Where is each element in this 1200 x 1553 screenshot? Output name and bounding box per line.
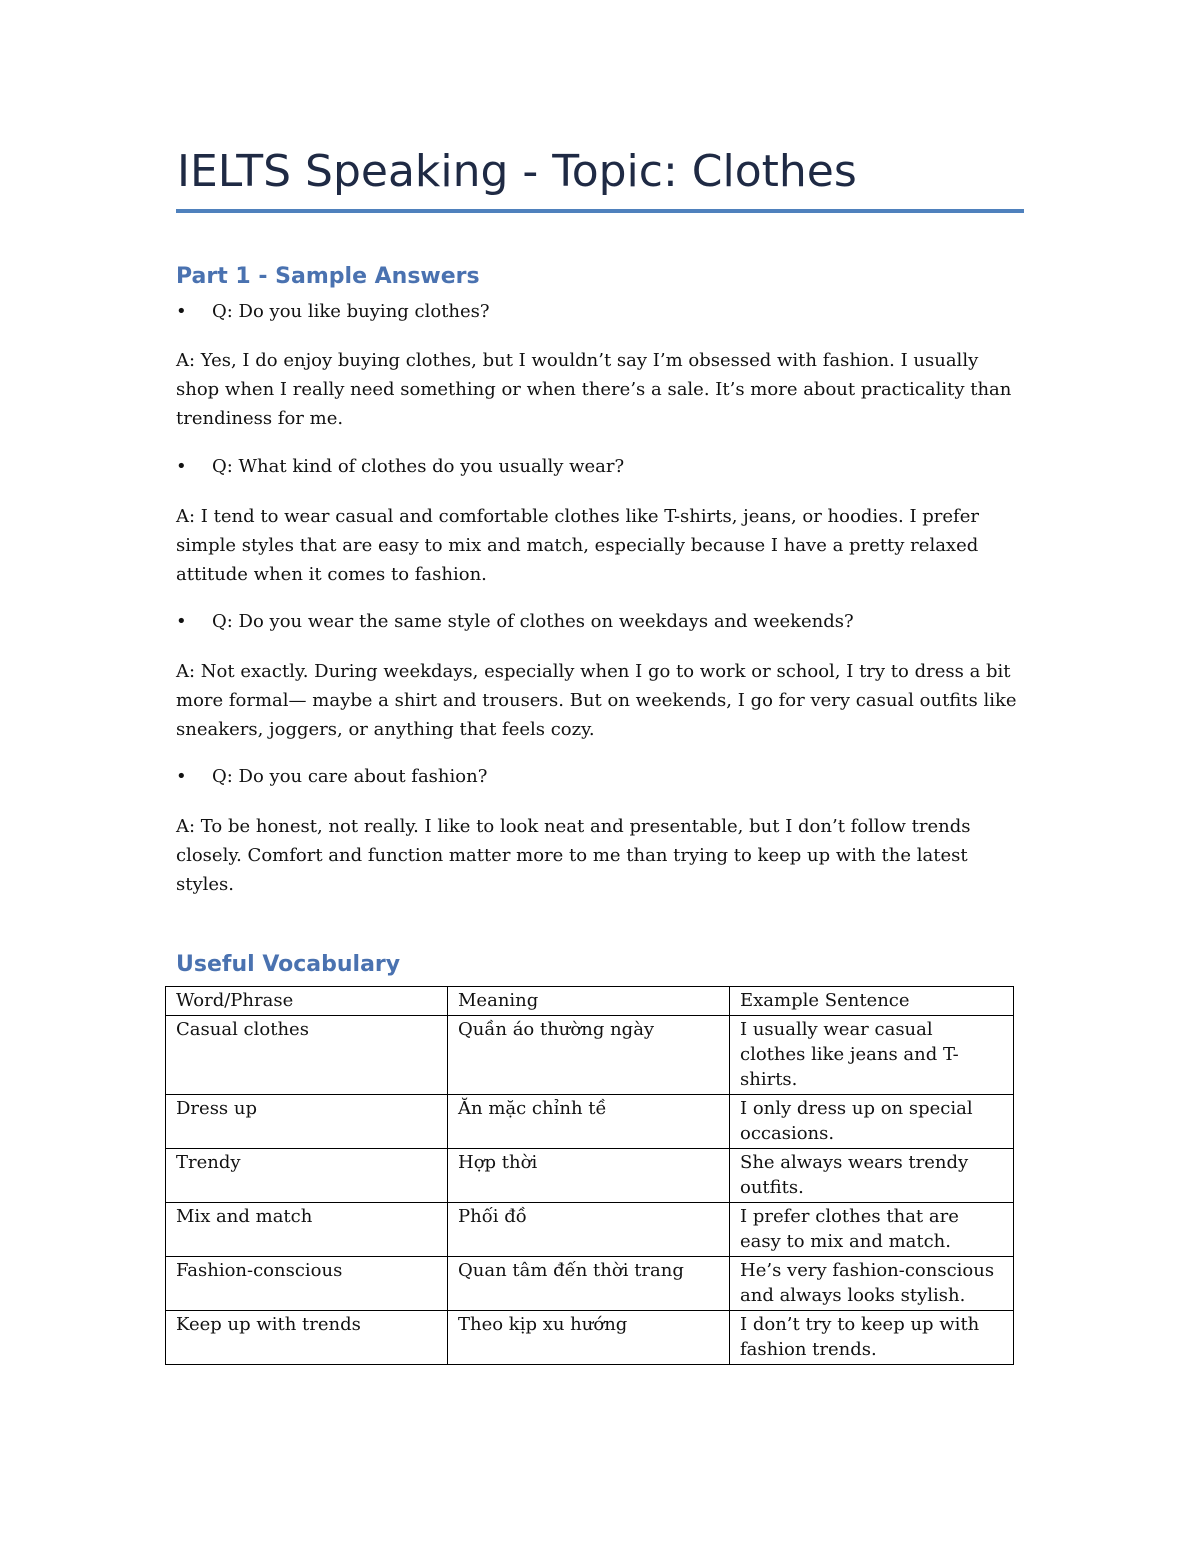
vocabulary-heading: Useful Vocabulary	[176, 952, 401, 977]
table-row	[166, 1311, 1014, 1365]
example-cell: I prefer clothes that are easy to mix and match.	[730, 1203, 1014, 1257]
bullet-icon: •	[176, 611, 187, 632]
table-row	[166, 1095, 1014, 1149]
question-text: Q: Do you wear the same style of clothes on weekdays and weekends?	[212, 611, 854, 632]
part1-heading: Part 1 - Sample Answers	[176, 264, 480, 289]
meaning-cell: Hợp thời	[448, 1149, 730, 1203]
column-header-word: Word/Phrase	[166, 987, 448, 1016]
bullet-icon: •	[176, 766, 187, 787]
table-row	[166, 1016, 1014, 1095]
column-header-example: Example Sentence	[730, 987, 1014, 1016]
question-text: Q: Do you like buying clothes?	[212, 301, 490, 322]
table-row	[166, 1149, 1014, 1203]
word-cell: Fashion-conscious	[166, 1257, 448, 1311]
vocabulary-table	[165, 986, 1014, 1365]
document-title: IELTS Speaking - Topic: Clothes	[177, 146, 857, 197]
meaning-cell: Quần áo thường ngày	[448, 1016, 730, 1095]
title-underline	[176, 209, 1024, 213]
question-item	[176, 301, 490, 322]
answer-paragraph: A: Yes, I do enjoy buying clothes, but I wouldn’t say I’m obsessed with fashion. I usually shop when I really need something or when there’s a sale. It’s more about practicality than trendiness for me.	[176, 350, 1012, 429]
example-cell: I don’t try to keep up with fashion trends.	[730, 1311, 1014, 1365]
word-cell: Keep up with trends	[166, 1311, 448, 1365]
question-item	[176, 456, 624, 477]
meaning-cell: Phối đồ	[448, 1203, 730, 1257]
meaning-cell: Ăn mặc chỉnh tề	[448, 1095, 730, 1149]
bullet-icon: •	[176, 301, 187, 322]
answer-paragraph: A: To be honest, not really. I like to look neat and presentable, but I don’t follow trends closely. Comfort and function matter more to me than trying to keep up with the latest styles.	[176, 816, 971, 895]
meaning-cell: Quan tâm đến thời trang	[448, 1257, 730, 1311]
word-cell: Dress up	[166, 1095, 448, 1149]
answer-paragraph: A: I tend to wear casual and comfortable clothes like T-shirts, jeans, or hoodies. I prefer simple styles that are easy to mix and match, especially because I have a pretty relaxed attitude when it comes to fashion.	[176, 506, 979, 585]
table-row	[166, 1203, 1014, 1257]
answer-paragraph: A: Not exactly. During weekdays, especially when I go to work or school, I try to dress a bit more formal— maybe a shirt and trousers. But on weekends, I go for very casual outfits like sneakers, joggers, or anything that feels cozy.	[176, 661, 1017, 740]
example-cell: He’s very fashion-conscious and always looks stylish.	[730, 1257, 1014, 1311]
column-header-meaning: Meaning	[448, 987, 730, 1016]
example-cell: I only dress up on special occasions.	[730, 1095, 1014, 1149]
meaning-cell: Theo kịp xu hướng	[448, 1311, 730, 1365]
example-cell: I usually wear casual clothes like jeans and T-shirts.	[730, 1016, 1014, 1095]
bullet-icon: •	[176, 456, 187, 477]
question-text: Q: What kind of clothes do you usually wear?	[212, 456, 625, 477]
example-cell: She always wears trendy outfits.	[730, 1149, 1014, 1203]
word-cell: Casual clothes	[166, 1016, 448, 1095]
question-item	[176, 611, 854, 632]
word-cell: Mix and match	[166, 1203, 448, 1257]
question-text: Q: Do you care about fashion?	[212, 766, 488, 787]
table-header-row	[166, 987, 1014, 1016]
question-item	[176, 766, 487, 787]
table-row	[166, 1257, 1014, 1311]
word-cell: Trendy	[166, 1149, 448, 1203]
